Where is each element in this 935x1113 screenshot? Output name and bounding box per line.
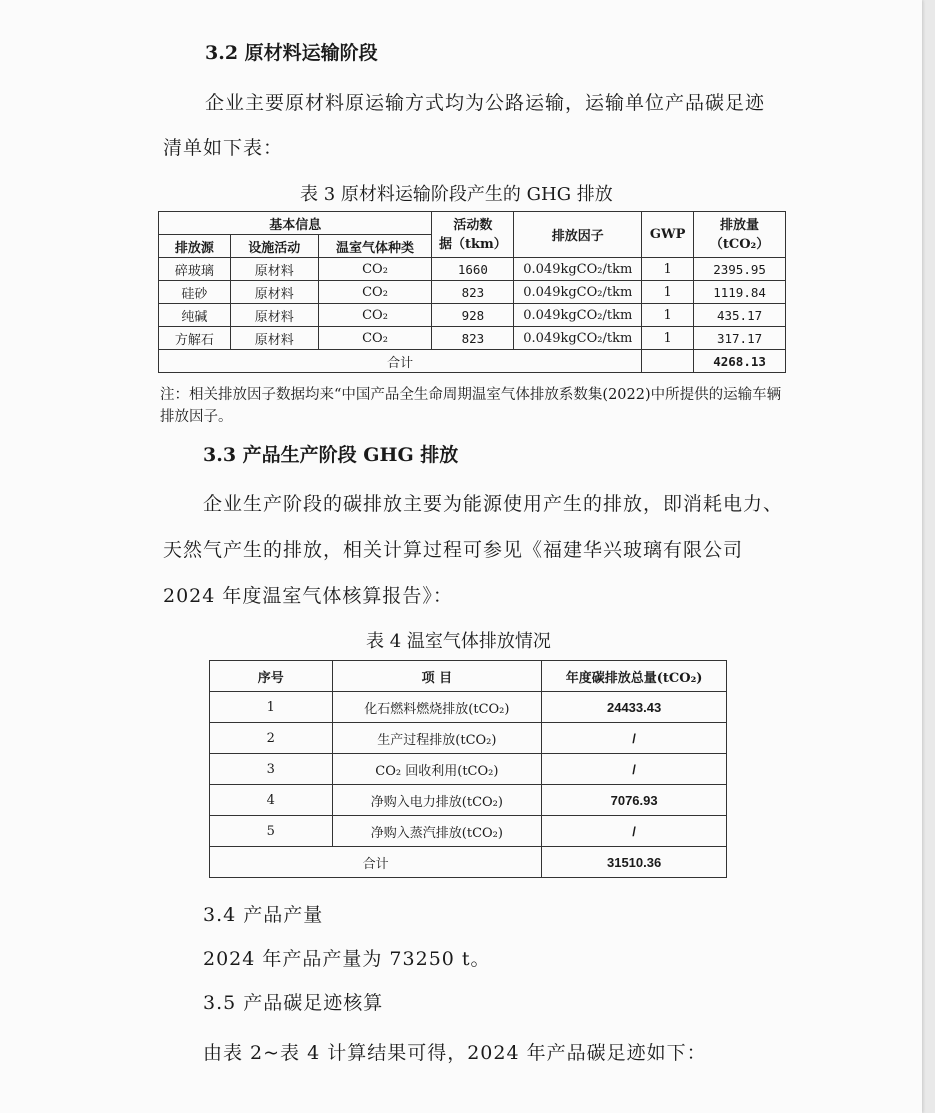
table-3-cell-factor: 0.049kgCO₂/tkm (514, 304, 642, 327)
table-3-header-activity-line2: 据（tkm） (438, 236, 507, 252)
section-3-4-heading: 3.4 产品产量 (203, 904, 324, 926)
table-3-header-activity-line1: 活动数 (453, 217, 493, 233)
table-4-header-total: 年度碳排放总量(tCO₂) (542, 661, 727, 692)
section-3-4-paragraph: 2024 年产品产量为 73250 t。 (203, 948, 491, 970)
table-4-total-value: 31510.36 (542, 847, 727, 878)
table-4-cell-item: 净购入电力排放(tCO₂) (332, 785, 542, 816)
table-3-cell-gas: CO₂ (318, 327, 432, 350)
table-4-cell-value: / (542, 723, 727, 754)
table-4-cell-value: 7076.93 (542, 785, 727, 816)
table-3 (158, 211, 786, 373)
table-4-cell-no: 4 (210, 785, 333, 816)
table-3-cell-source: 方解石 (159, 327, 231, 350)
section-3-3-heading: 3.3 产品生产阶段 GHG 排放 (203, 444, 459, 466)
table-3-cell-facility: 原材料 (230, 258, 318, 281)
table-3-cell-gas: CO₂ (318, 304, 432, 327)
table-3-header-gwp: GWP (642, 212, 694, 258)
table-row (210, 754, 727, 785)
table-row (210, 816, 727, 847)
table-3-total-row (159, 350, 786, 373)
table-4-cell-item: 化石燃料燃烧排放(tCO₂) (332, 692, 542, 723)
table-row (159, 304, 786, 327)
table-3-cell-source: 纯碱 (159, 304, 231, 327)
table-3-header-emission-line2: （tCO₂） (709, 236, 770, 252)
table-3-cell-activity: 823 (432, 281, 514, 304)
table-3-cell-gwp: 1 (642, 258, 694, 281)
table-4-cell-value: 24433.43 (542, 692, 727, 723)
table-3-cell-gas: CO₂ (318, 281, 432, 304)
table-4-total-label: 合计 (210, 847, 542, 878)
table-3-cell-activity: 1660 (432, 258, 514, 281)
table-3-cell-source: 硅砂 (159, 281, 231, 304)
table-3-header-activity (432, 212, 514, 258)
table-3-caption: 表 3 原材料运输阶段产生的 GHG 排放 (300, 184, 613, 205)
section-3-5-heading: 3.5 产品碳足迹核算 (203, 992, 384, 1014)
table-3-cell-activity: 823 (432, 327, 514, 350)
table-3-cell-facility: 原材料 (230, 327, 318, 350)
table-row (210, 785, 727, 816)
table-3-note: 注：相关排放因子数据均来“中国产品全生命周期温室气体排放系数集(2022)中所提供的运输车辆排放因子。 (160, 387, 782, 425)
table-3-cell-activity: 928 (432, 304, 514, 327)
table-3-total-label: 合计 (159, 350, 642, 373)
section-3-2-heading: 3.2 原材料运输阶段 (205, 42, 378, 64)
table-3-cell-emission: 317.17 (694, 327, 786, 350)
table-3-header-facility: 设施活动 (230, 235, 318, 258)
table-4-cell-no: 2 (210, 723, 333, 754)
table-4-total-row (210, 847, 727, 878)
table-3-cell-factor: 0.049kgCO₂/tkm (514, 327, 642, 350)
section-3-3-paragraph-line1: 企业生产阶段的碳排放主要为能源使用产生的排放，即消耗电力、 (203, 493, 784, 515)
table-4-cell-item: CO₂ 回收利用(tCO₂) (332, 754, 542, 785)
table-3-cell-factor: 0.049kgCO₂/tkm (514, 281, 642, 304)
table-row (210, 723, 727, 754)
table-row (159, 258, 786, 281)
table-3-cell-emission: 2395.95 (694, 258, 786, 281)
table-3-cell-gwp: 1 (642, 327, 694, 350)
table-3-cell-gwp: 1 (642, 304, 694, 327)
table-3-total-empty (642, 350, 694, 373)
table-3-cell-emission: 435.17 (694, 304, 786, 327)
section-3-3-paragraph-line2: 天然气产生的排放，相关计算过程可参见《福建华兴玻璃有限公司 (163, 539, 744, 561)
table-4 (209, 660, 727, 878)
table-3-cell-gwp: 1 (642, 281, 694, 304)
table-3-header-gas: 温室气体种类 (318, 235, 432, 258)
table-3-cell-facility: 原材料 (230, 304, 318, 327)
table-4-header-item: 项 目 (332, 661, 542, 692)
table-4-cell-no: 1 (210, 692, 333, 723)
table-3-cell-emission: 1119.84 (694, 281, 786, 304)
table-4-cell-value: / (542, 754, 727, 785)
table-4-cell-value: / (542, 816, 727, 847)
section-3-3-paragraph-line3: 2024 年度温室气体核算报告》： (163, 585, 453, 607)
section-3-2-paragraph-line2: 清单如下表： (163, 137, 284, 159)
table-4-cell-no: 5 (210, 816, 333, 847)
table-4-header-no: 序号 (210, 661, 333, 692)
section-3-5-paragraph: 由表 2~表 4 计算结果可得，2024 年产品碳足迹如下： (203, 1042, 707, 1064)
table-3-cell-gas: CO₂ (318, 258, 432, 281)
table-3-header-factor: 排放因子 (514, 212, 642, 258)
table-row (210, 692, 727, 723)
table-3-total-value: 4268.13 (694, 350, 786, 373)
section-3-2-paragraph-line1: 企业主要原材料原运输方式均为公路运输，运输单位产品碳足迹 (205, 92, 766, 114)
table-3-cell-source: 碎玻璃 (159, 258, 231, 281)
table-row (159, 327, 786, 350)
table-3-header-emission-line1: 排放量 (720, 217, 760, 233)
table-row (159, 281, 786, 304)
table-3-cell-factor: 0.049kgCO₂/tkm (514, 258, 642, 281)
table-3-header-basic: 基本信息 (159, 212, 432, 235)
table-4-cell-item: 净购入蒸汽排放(tCO₂) (332, 816, 542, 847)
table-3-header-source: 排放源 (159, 235, 231, 258)
table-4-caption: 表 4 温室气体排放情况 (366, 631, 551, 652)
table-4-cell-item: 生产过程排放(tCO₂) (332, 723, 542, 754)
table-3-cell-facility: 原材料 (230, 281, 318, 304)
table-3-header-emission (694, 212, 786, 258)
table-4-cell-no: 3 (210, 754, 333, 785)
